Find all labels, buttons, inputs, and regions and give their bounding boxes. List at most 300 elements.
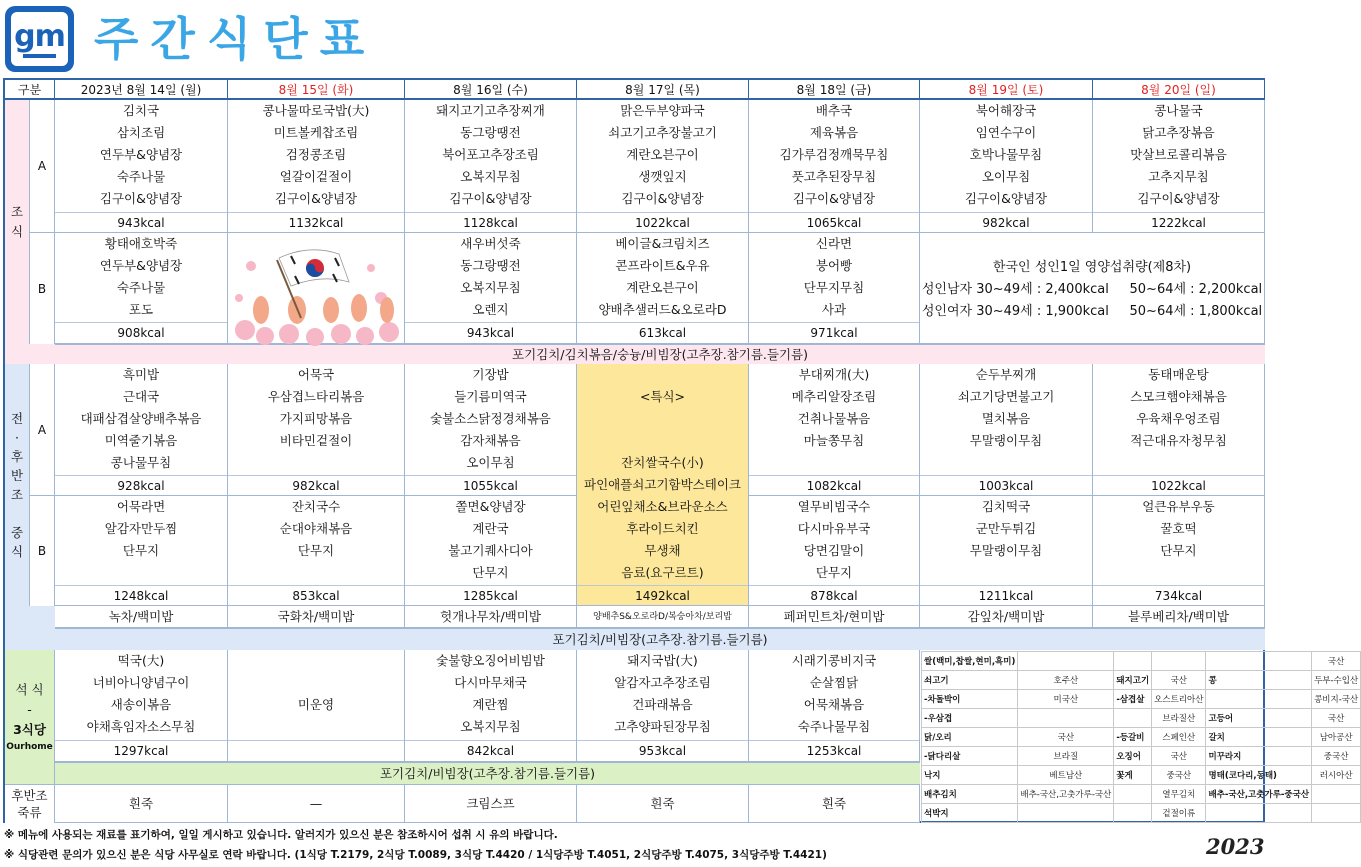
menu-item: 연두부&양념장 — [99, 147, 183, 162]
lunch-b-cell — [749, 496, 920, 606]
kcal-value: 734kcal — [1093, 585, 1264, 605]
menu-item — [228, 716, 404, 738]
menu-item: 포도 — [128, 302, 154, 317]
menu-item: 단무지 — [815, 565, 853, 580]
origin-cell — [1206, 690, 1312, 709]
lunch-a-cell — [920, 364, 1093, 496]
origin-cell: 국산 — [1152, 747, 1206, 766]
kcal-value: 982kcal — [920, 212, 1092, 232]
tea-rice-cell — [55, 606, 228, 628]
menu-item: 콘프라이트&우유 — [615, 258, 710, 273]
lunch-a-cell — [1093, 364, 1265, 496]
korean-flag-illustration — [231, 238, 403, 342]
origin-cell: 쌀(백미,찹쌀,현미,흑미) — [922, 652, 1018, 671]
menu-item: 후라이드치킨 — [626, 521, 699, 536]
menu-item: 계란찜 — [472, 697, 509, 712]
porridge-label-line: 후반조 — [11, 788, 48, 803]
kcal-value: 853kcal — [228, 585, 404, 605]
lunch-label-char: 후 — [10, 449, 24, 464]
menu-item: 맛살브로콜리볶음 — [1130, 147, 1227, 162]
menu-item: 김치떡국 — [981, 499, 1031, 514]
breakfast-b-cell — [55, 233, 228, 344]
day-header: 8월 15일 (화) — [228, 80, 405, 100]
menu-item: 신라면 — [815, 236, 853, 251]
origin-cell — [1114, 652, 1152, 671]
menu-item: 붕어빵 — [815, 258, 853, 273]
breakfast-sub-a: A — [30, 100, 55, 233]
kcal-value: 1285kcal — [405, 585, 576, 605]
menu-item: 순대야채볶음 — [279, 521, 353, 536]
footer-note-allergy: ※ 메뉴에 사용되는 재료를 표기하여, 일일 게시하고 있습니다. 알러지가 있으신 분은 참조하시어 섭취 시 유의 바랍니다. — [4, 829, 558, 841]
kcal-value: 613kcal — [577, 322, 748, 342]
breakfast-common-row: 포기김치/김치볶음/숭늉/비빔장(고추장.참기름.들기름) — [55, 344, 1265, 364]
menu-item: 단무지 — [297, 543, 335, 558]
porridge-cell — [55, 784, 228, 823]
menu-item: 미역줄기볶음 — [104, 433, 178, 448]
menu-item: 들기름미역국 — [454, 389, 527, 404]
kcal-value: 842kcal — [405, 740, 576, 760]
menu-item: 돼지고기고추장찌개 — [436, 103, 545, 118]
breakfast-a-cell — [405, 100, 577, 233]
kcal-value: 1055kcal — [405, 475, 576, 495]
menu-item: 돼지국밥(大) — [627, 653, 698, 668]
kcal-value: 1253kcal — [749, 740, 919, 760]
origin-cell: 미국산 — [1018, 690, 1114, 709]
menu-item: 김가루검정깨묵무침 — [779, 147, 889, 162]
menu-item: 숯불향오징어비빔밥 — [436, 653, 545, 668]
lunch-a-cell — [749, 364, 920, 496]
origin-cell: 명태(코다리,동태) — [1206, 766, 1312, 785]
tea-rice-text: 감잎차/백미밥 — [967, 609, 1045, 624]
origin-cell: 꽃게 — [1114, 766, 1152, 785]
dinner-cell — [228, 650, 405, 762]
origin-cell: 배추-국산,고춧가루-중국산 — [1206, 785, 1312, 804]
menu-item: 무말랭이무침 — [969, 543, 1043, 558]
kcal-value: 1211kcal — [920, 585, 1092, 605]
lunch-label-char: 조 — [10, 487, 24, 502]
origin-cell: 콩비지-국산 — [1312, 690, 1361, 709]
tea-rice-cell — [920, 606, 1093, 628]
menu-item: 북어포고추장조림 — [442, 147, 539, 162]
porridge-item: 흰죽 — [650, 796, 675, 811]
origin-cell: 콩 — [1206, 671, 1312, 690]
menu-item: 콩나물국 — [1154, 103, 1203, 118]
menu-item: 순살찜닭 — [809, 675, 859, 690]
menu-item: 미트볼케찹조림 — [273, 125, 359, 140]
origin-cell: 갈치 — [1206, 728, 1312, 747]
origin-cell: 미꾸라지 — [1206, 747, 1312, 766]
origin-cell: -우삼겹 — [922, 709, 1018, 728]
origin-cell — [1206, 804, 1312, 823]
menu-item: 꿀호떡 — [1160, 521, 1197, 536]
menu-item: 고추양파된장무침 — [614, 719, 711, 734]
porridge-label — [5, 784, 55, 823]
menu-item: 베이글&크림치즈 — [615, 236, 710, 251]
porridge-cell — [749, 784, 920, 823]
menu-item: 연두부&양념장 — [99, 258, 183, 273]
origin-cell: -닭다리살 — [922, 747, 1018, 766]
menu-item: 숙주나물 — [116, 280, 166, 295]
tea-rice-text: 헛개나무차/백미밥 — [440, 609, 541, 624]
lunch-label — [5, 364, 30, 606]
origin-cell — [1312, 785, 1361, 804]
menu-item: 김구이&양념장 — [792, 191, 876, 206]
menu-item: 음료(요구르트) — [621, 565, 704, 580]
kcal-value: 1022kcal — [577, 212, 748, 232]
lunch-label-char: 전 — [10, 411, 24, 426]
kcal-value: 1222kcal — [1093, 212, 1264, 232]
menu-item: 열무비빔국수 — [797, 499, 871, 514]
origin-row — [922, 728, 1361, 747]
origin-cell — [1114, 785, 1152, 804]
origin-cell: -차돌박이 — [922, 690, 1018, 709]
dinner-cell — [55, 650, 228, 762]
day-header: 8월 19일 (토) — [920, 80, 1093, 100]
day-header: 8월 17일 (목) — [577, 80, 749, 100]
origin-row — [922, 671, 1361, 690]
menu-item: 숯불소스닭정경채볶음 — [430, 411, 551, 426]
menu-item: 잔치국수 — [291, 499, 341, 514]
menu-item: 우삼겹느타리볶음 — [267, 389, 365, 404]
menu-item: 잔치쌀국수(小) — [621, 455, 704, 470]
menu-item: 다시마무채국 — [454, 675, 527, 690]
menu-item: 메추리알장조림 — [791, 389, 877, 404]
breakfast-label-char: 조 — [10, 204, 24, 219]
day-header: 2023년 8월 14일 (월) — [55, 80, 228, 100]
menu-item: 삼치조림 — [116, 125, 166, 140]
origin-cell: 배추-국산,고춧가루-국산 — [1018, 785, 1114, 804]
menu-item: 오이무침 — [466, 455, 515, 470]
menu-item: 야채흑임자소스무침 — [86, 719, 196, 734]
menu-item: 콩나물따로국밥(大) — [262, 103, 370, 118]
lunch-label-char: 중 — [10, 525, 24, 540]
origin-cell: 국산 — [1018, 728, 1114, 747]
menu-item: 건취나물볶음 — [797, 411, 871, 426]
porridge-cell — [577, 784, 749, 823]
lunch-label-char: · — [15, 430, 19, 445]
menu-item: 미운영 — [297, 697, 335, 712]
origin-cell: 국산 — [1152, 671, 1206, 690]
origin-cell — [1152, 652, 1206, 671]
menu-item: 콩나물무침 — [110, 455, 172, 470]
menu-item — [577, 408, 748, 430]
kcal-value: 1132kcal — [228, 212, 404, 232]
origin-cell: 석박지 — [922, 804, 1018, 823]
menu-item: 순두부찌개 — [975, 367, 1037, 382]
lunch-a-cell — [55, 364, 228, 496]
menu-item: 어묵채볶음 — [803, 697, 865, 712]
origin-cell — [1312, 804, 1361, 823]
kcal-value: 908kcal — [55, 322, 227, 342]
dinner-common-row: 포기김치/비빔장(고추장.참기름.들기름) — [55, 762, 920, 784]
lunch-sub-a: A — [30, 364, 55, 496]
menu-item: 고추지무침 — [1148, 169, 1209, 184]
porridge-item: 흰죽 — [128, 796, 154, 811]
origin-row — [922, 690, 1361, 709]
day-header: 8월 18일 (금) — [749, 80, 920, 100]
lunch-label-char: 식 — [10, 544, 24, 559]
breakfast-a-cell — [55, 100, 228, 233]
lunch-b-cell — [228, 496, 405, 606]
origin-cell: 국산 — [1312, 652, 1361, 671]
menu-item: 오렌지 — [472, 302, 509, 317]
menu-item: 동태매운탕 — [1148, 367, 1209, 382]
menu-item — [228, 650, 404, 672]
menu-item: 오복지무침 — [460, 719, 521, 734]
origin-cell: 베트남산 — [1018, 766, 1114, 785]
menu-item: 호박나물무침 — [969, 147, 1043, 162]
origin-row — [922, 785, 1361, 804]
kcal-value: 1065kcal — [749, 212, 919, 232]
origin-cell: 낙지 — [922, 766, 1018, 785]
breakfast-b-cell — [749, 233, 920, 344]
menu-item: 새송이볶음 — [110, 697, 172, 712]
kcal-value: 1082kcal — [749, 475, 919, 495]
menu-item: 군만두튀김 — [975, 521, 1037, 536]
porridge-item: 크림스프 — [466, 796, 515, 811]
menu-item: 단무지 — [1160, 543, 1197, 558]
footer-note-contact: ※ 식당관련 문의가 있으신 분은 식당 사무실로 연락 바랍니다. (1식당 T.2179, 2식당 T.0089, 3식당 T.4420 / 1식당주방 T.4051, 2식당주방 T.4075, 3식당주방 T.4421) — [4, 849, 827, 861]
porridge-cell — [405, 784, 577, 823]
menu-item: 비타민겉절이 — [279, 433, 353, 448]
menu-item: 오복지무침 — [460, 169, 521, 184]
kcal-value: 1297kcal — [55, 740, 227, 760]
origin-row — [922, 709, 1361, 728]
porridge-cell — [228, 784, 405, 823]
origin-cell: 중국산 — [1152, 766, 1206, 785]
breakfast-b-cell — [577, 233, 749, 344]
day-header: 8월 20일 (일) — [1093, 80, 1265, 100]
menu-item: 알감자만두찜 — [104, 521, 178, 536]
menu-item: 흑미밥 — [122, 367, 160, 382]
menu-item: 얼큰유부우동 — [1142, 499, 1215, 514]
lunch-b-cell — [920, 496, 1093, 606]
gm-logo — [5, 6, 74, 72]
menu-item: 근대국 — [122, 389, 160, 404]
menu-item: 맑은두부양파국 — [620, 103, 705, 118]
origin-cell: 쇠고기 — [922, 671, 1018, 690]
kcal-value: 1128kcal — [405, 212, 576, 232]
origin-cell: 열무김치 — [1152, 785, 1206, 804]
tea-rice-text: 국화차/백미밥 — [277, 609, 355, 624]
kcal-value: 943kcal — [405, 322, 576, 342]
breakfast-label — [5, 100, 30, 344]
menu-item: 부대찌개(大) — [798, 367, 870, 382]
lunch-b-cell — [405, 496, 577, 606]
menu-item: 풋고추된장무침 — [791, 169, 877, 184]
lunch-special-cell — [577, 364, 749, 606]
lunch-common-row: 포기김치/비빔장(고추장.참기름.들기름) — [55, 628, 1265, 650]
menu-item: 어묵라면 — [116, 499, 166, 514]
menu-item: 무말랭이무침 — [969, 433, 1043, 448]
menu-item: 제육볶음 — [809, 125, 859, 140]
breakfast-a-cell — [1093, 100, 1265, 233]
menu-item: 황태애호박죽 — [104, 236, 178, 251]
menu-item: 김구이&양념장 — [449, 191, 532, 206]
menu-item: 건파래볶음 — [632, 697, 693, 712]
origin-cell — [1018, 804, 1114, 823]
lunch-b-cell — [55, 496, 228, 606]
menu-item: 멸치볶음 — [981, 411, 1031, 426]
menu-item: 새우버섯죽 — [460, 236, 521, 251]
dinner-label-line: - — [27, 702, 32, 717]
category-header: 구분 — [5, 80, 55, 100]
menu-item: 김구이&양념장 — [621, 191, 704, 206]
tea-rice-cell — [577, 606, 749, 628]
menu-item: 다시마유부국 — [797, 521, 871, 536]
nutrition-box — [920, 233, 1265, 344]
origin-cell: 돼지고기 — [1114, 671, 1152, 690]
kcal-value: 928kcal — [55, 475, 227, 495]
breakfast-a-cell — [920, 100, 1093, 233]
origin-cell: 스페인산 — [1152, 728, 1206, 747]
menu-item: 시래기콩비지국 — [791, 653, 877, 668]
menu-item: 생깻잎지 — [638, 169, 687, 184]
day-header: 8월 16일 (수) — [405, 80, 577, 100]
menu-item: 단무지 — [472, 565, 509, 580]
menu-item: 오이무침 — [981, 169, 1031, 184]
menu-item: 얼갈이겉절이 — [279, 169, 353, 184]
origin-cell: 러시아산 — [1312, 766, 1361, 785]
origin-cell: 국산 — [1312, 709, 1361, 728]
origin-cell: 오징어 — [1114, 747, 1152, 766]
menu-item: 우육채우엉조림 — [1136, 411, 1221, 426]
menu-item: 임연수구이 — [975, 125, 1037, 140]
menu-item: 쫄면&양념장 — [455, 499, 526, 514]
kcal-value: 971kcal — [749, 322, 919, 342]
menu-item: 어린잎채소&브라운소스 — [597, 499, 728, 514]
origin-cell — [1018, 652, 1114, 671]
dinner-cell — [577, 650, 749, 762]
kcal-value: 1003kcal — [920, 475, 1092, 495]
dinner-label-line: 석 식 — [15, 682, 44, 697]
menu-item: 단무지무침 — [803, 280, 865, 295]
origin-cell: 겉절이류 — [1152, 804, 1206, 823]
menu-item: 숙주나물 — [116, 169, 166, 184]
menu-item: 떡국(大) — [117, 653, 165, 668]
menu-item: 쇠고기당면불고기 — [957, 389, 1055, 404]
kcal-value: 982kcal — [228, 475, 404, 495]
origin-cell: 배추김치 — [922, 785, 1018, 804]
kcal-value: 943kcal — [55, 212, 227, 232]
origin-cell — [1114, 804, 1152, 823]
tea-rice-cell — [749, 606, 920, 628]
menu-item: 무생채 — [644, 543, 681, 558]
menu-item: 대패삼겹살양배추볶음 — [80, 411, 202, 426]
menu-item: 기장밥 — [472, 367, 509, 382]
menu-item: 적근대유자청무침 — [1130, 433, 1227, 448]
dinner-label — [5, 650, 55, 784]
origin-row — [922, 747, 1361, 766]
menu-item: 스모크햄야채볶음 — [1130, 389, 1227, 404]
logo-text: gm — [14, 18, 65, 54]
menu-item: 김구이&양념장 — [964, 191, 1048, 206]
tea-rice-text: 페퍼민트차/현미밥 — [783, 609, 885, 624]
menu-item: 마늘쫑무침 — [803, 433, 865, 448]
kcal-value: 1492kcal — [577, 585, 748, 605]
kcal-value: 878kcal — [749, 585, 919, 605]
tea-rice-cell — [405, 606, 577, 628]
menu-item: 쇠고기고추장불고기 — [608, 125, 717, 140]
lunch-sub-b: B — [30, 496, 55, 606]
origin-cell: -삼겹살 — [1114, 690, 1152, 709]
origin-row — [922, 766, 1361, 785]
nutrition-male: 성인남자 30~49세 : 2,400kcal 50~64세 : 2,200kcal — [921, 282, 1263, 297]
menu-item: 배추국 — [815, 103, 853, 118]
menu-item: 알감자고추장조림 — [614, 675, 711, 690]
menu-item: 김치국 — [122, 103, 160, 118]
menu-item: <특식> — [639, 389, 686, 404]
menu-item: 계란오븐구이 — [626, 280, 699, 295]
origin-cell: 오스트리아산 — [1152, 690, 1206, 709]
origin-cell: -등갈비 — [1114, 728, 1152, 747]
lunch-b-cell — [1093, 496, 1265, 606]
menu-item: 동그랑땡전 — [460, 125, 521, 140]
nutrition-female: 성인여자 30~49세 : 1,900kcal 50~64세 : 1,800kcal — [921, 304, 1263, 319]
porridge-item: 흰죽 — [821, 796, 847, 811]
menu-item: 김구이&양념장 — [274, 191, 358, 206]
menu-item: 당면김말이 — [803, 543, 865, 558]
menu-item: 사과 — [821, 302, 847, 317]
menu-item: 계란국 — [472, 521, 509, 536]
menu-item: 김구이&양념장 — [1137, 191, 1220, 206]
origin-cell: 브라질 — [1018, 747, 1114, 766]
menu-item: 계란오븐구이 — [626, 147, 699, 162]
menu-item: 어묵국 — [297, 367, 335, 382]
tea-rice-text: 블루베리차/백미밥 — [1128, 609, 1229, 624]
menu-item: 너비아니양념구이 — [92, 675, 190, 690]
kcal-value: 953kcal — [577, 740, 748, 760]
breakfast-label-char: 식 — [10, 224, 24, 239]
dinner-cell — [749, 650, 920, 762]
porridge-label-line: 죽류 — [17, 805, 42, 820]
tea-rice-cell — [228, 606, 405, 628]
menu-item — [228, 672, 404, 694]
kcal-value: 1248kcal — [55, 585, 227, 605]
origin-cell: 브라질산 — [1152, 709, 1206, 728]
breakfast-sub-b: B — [30, 233, 55, 344]
origin-cell: 남아공산 — [1312, 728, 1361, 747]
kcal-value — [228, 740, 404, 760]
menu-item: 불고기퀘사디아 — [448, 543, 533, 558]
origin-table — [921, 651, 1359, 823]
menu-item: 숙주나물무침 — [797, 719, 871, 734]
origin-cell — [1114, 709, 1152, 728]
nutrition-title: 한국인 성인1일 영양섭취량(제8차) — [992, 260, 1192, 275]
tea-rice-cell — [1093, 606, 1265, 628]
menu-item: 가지피망볶음 — [279, 411, 353, 426]
origin-row — [922, 652, 1361, 671]
menu-item — [577, 430, 748, 452]
dinner-label-line: Ourhome — [6, 742, 53, 752]
porridge-item: — — [309, 796, 323, 811]
origin-cell: 중국산 — [1312, 747, 1361, 766]
origin-cell: 호주산 — [1018, 671, 1114, 690]
menu-item: 감자채볶음 — [460, 433, 521, 448]
menu-item: 단무지 — [122, 543, 160, 558]
menu-item: 검정콩조림 — [285, 147, 347, 162]
lunch-label-char: 반 — [10, 468, 24, 483]
kcal-value: 1022kcal — [1093, 475, 1264, 495]
menu-item: 양배추샐러드&오로라D — [598, 302, 727, 317]
menu-item: 김구이&양념장 — [99, 191, 183, 206]
tea-rice-text: 양배추S&오로라D/복숭아차/보리밥 — [593, 612, 732, 622]
menu-item: 동그랑땡전 — [460, 258, 521, 273]
menu-item: 북어해장국 — [975, 103, 1037, 118]
origin-cell — [1018, 709, 1114, 728]
breakfast-a-cell — [228, 100, 405, 233]
menu-item: 닭고추장볶음 — [1142, 125, 1215, 140]
